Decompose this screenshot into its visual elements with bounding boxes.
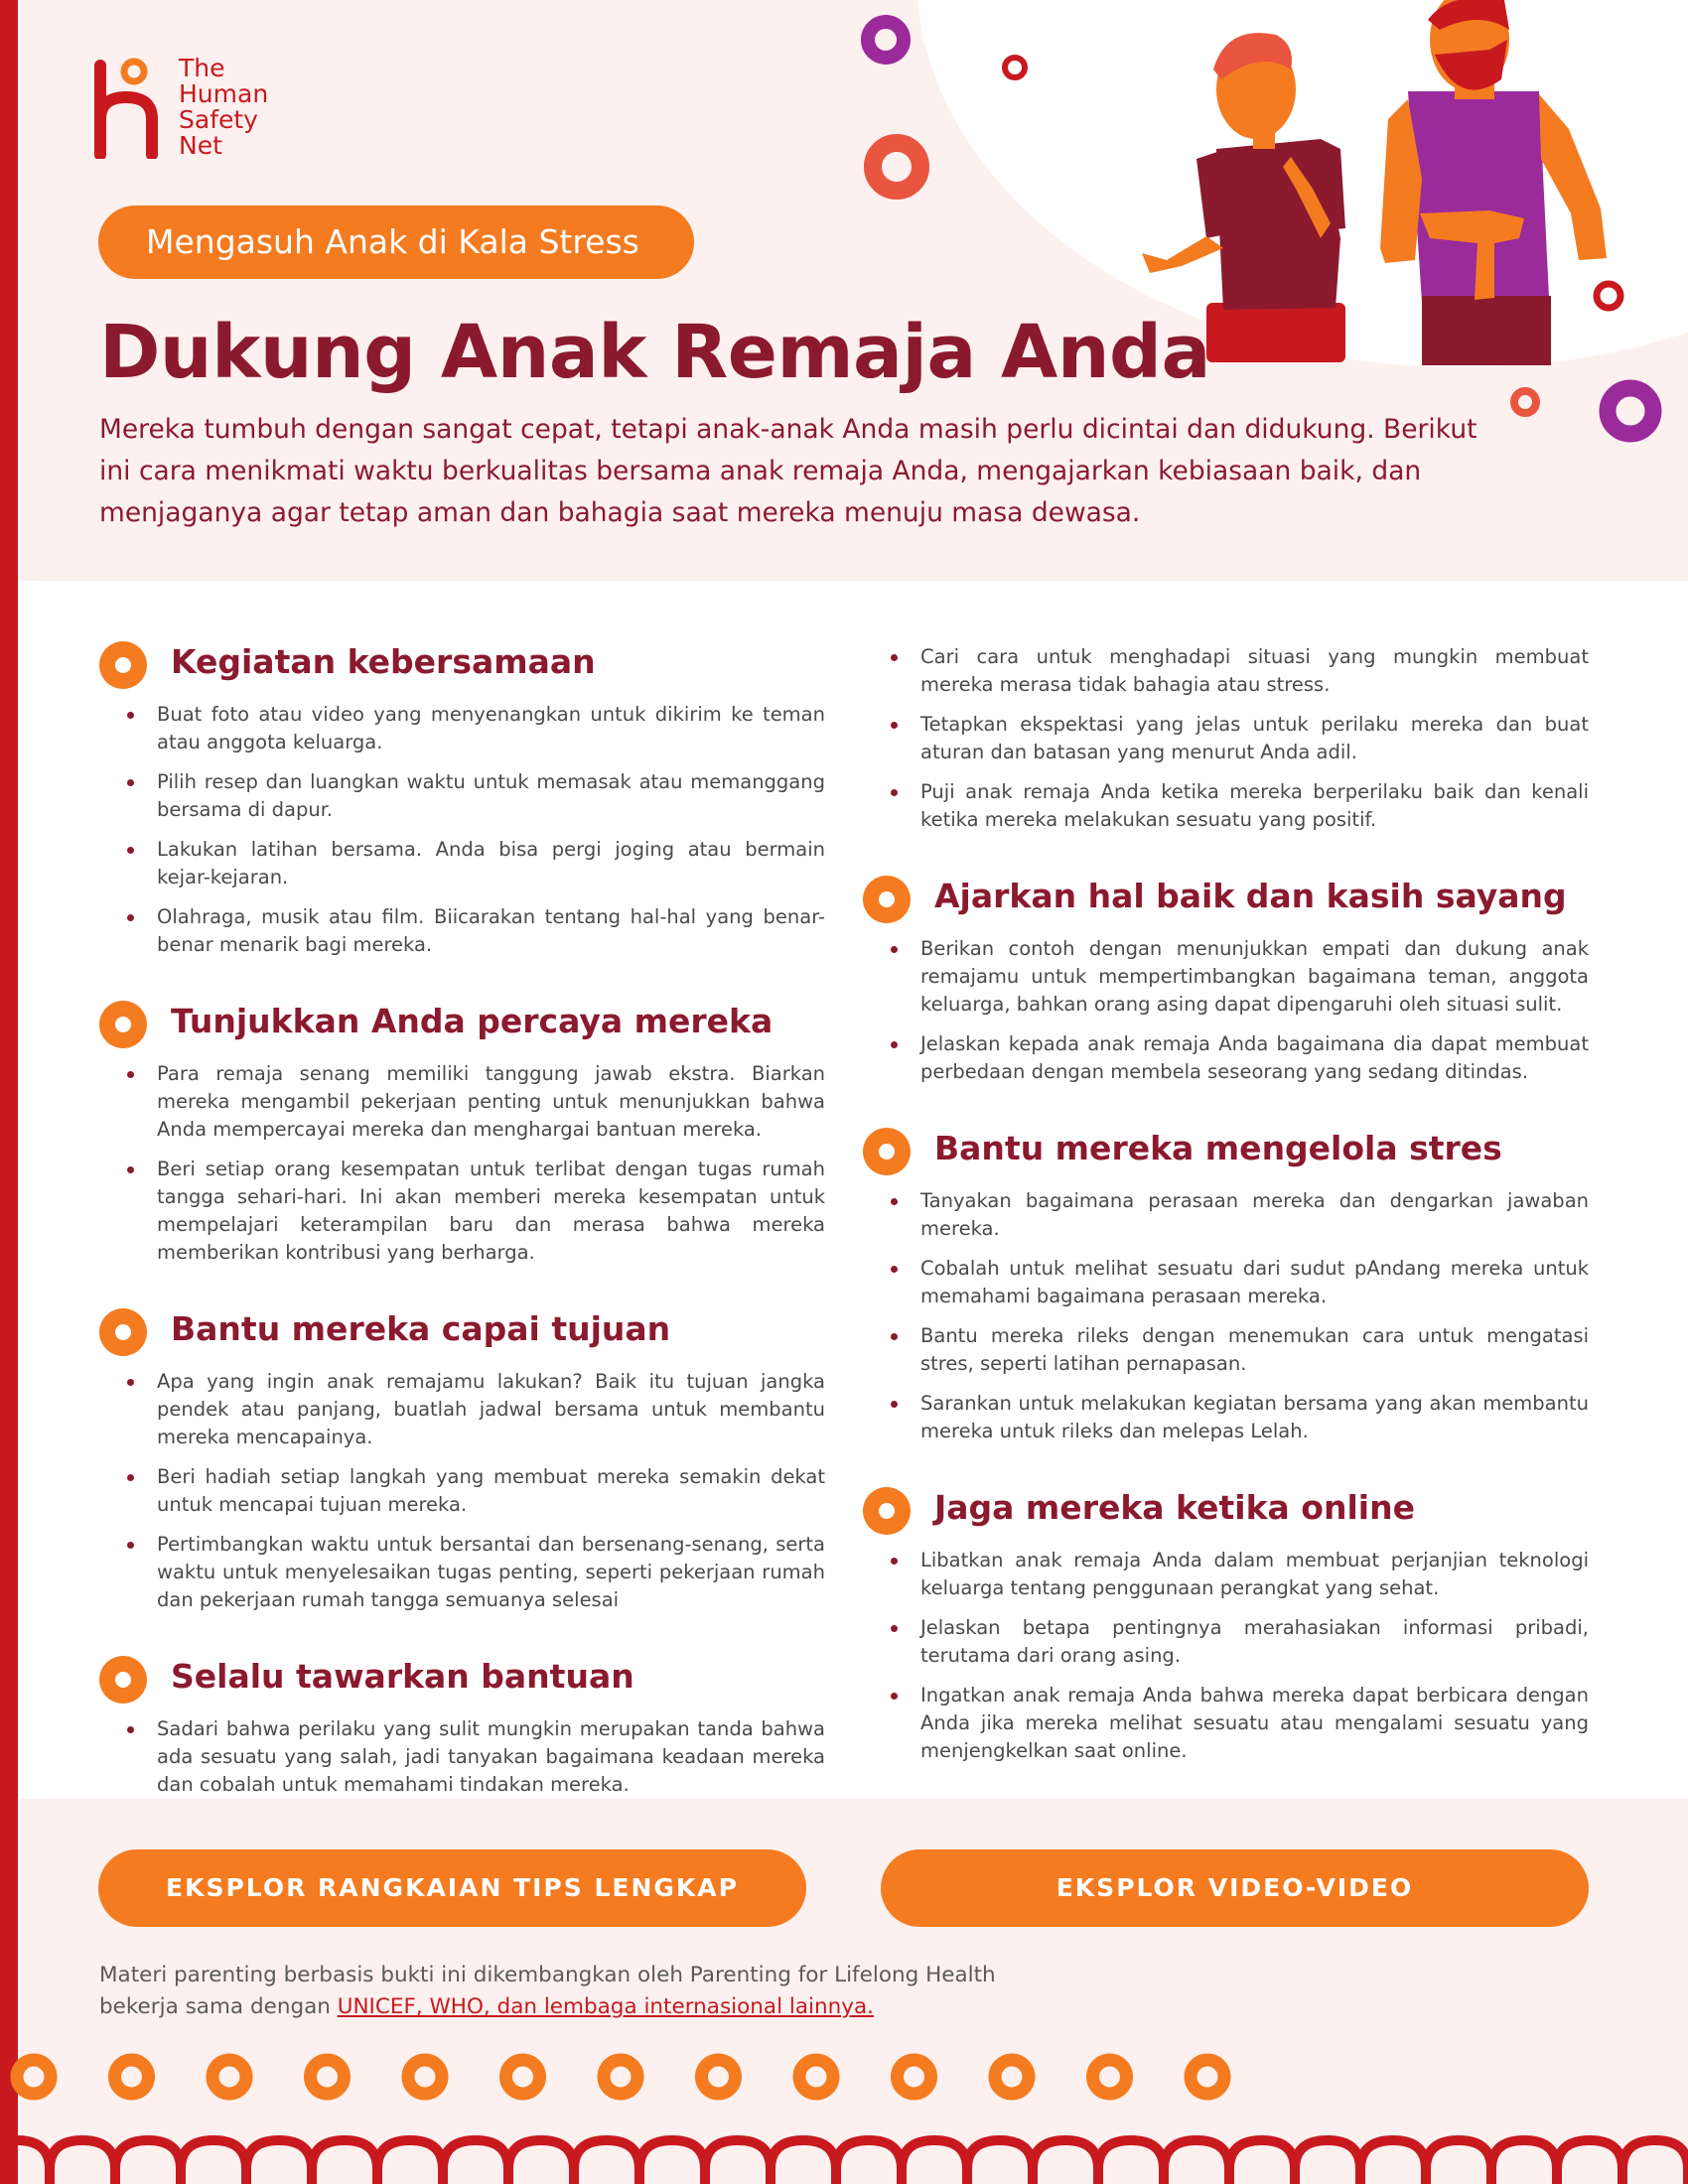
section-title: Jaga mereka ketika online bbox=[934, 1488, 1415, 1527]
list-item: Pilih resep dan luangkan waktu untuk memasak atau memanggang bersama di dapur. bbox=[157, 768, 825, 824]
ring-bullet-icon bbox=[99, 1001, 147, 1048]
list-item: Beri hadiah setiap langkah yang membuat mereka semakin dekat untuk mencapai tujuan mereka. bbox=[157, 1463, 825, 1519]
deco-ring bbox=[311, 2060, 345, 2094]
deco-arch bbox=[1164, 2140, 1229, 2184]
section-title: Bantu mereka mengelola stres bbox=[934, 1129, 1502, 1167]
logo-wordmark bbox=[179, 56, 268, 159]
list-item: Jelaskan betapa pentingnya merahasiakan informasi pribadi, terutama dari orang asing. bbox=[920, 1614, 1589, 1670]
logo-line: Safety bbox=[179, 105, 258, 134]
deco-arch bbox=[967, 2140, 1033, 2184]
deco-ring bbox=[604, 2060, 637, 2094]
deco-arch bbox=[836, 2140, 902, 2184]
deco-arch bbox=[246, 2140, 312, 2184]
list-item: Olahraga, musik atau film. Biicarakan tentang hal-hal yang benar-benar menarik bagi mereka. bbox=[157, 903, 825, 959]
section-header bbox=[99, 1304, 829, 1360]
list-item: Para remaja senang memiliki tanggung jawab ekstra. Biarkan mereka mengambil pekerjaan penting untuk menunjukkan bahwa Anda mempercayai mereka dan menghargai bantuan mereka. bbox=[157, 1060, 825, 1144]
deco-arch bbox=[50, 2140, 115, 2184]
human-safety-net-logo bbox=[94, 58, 166, 159]
section-list bbox=[863, 643, 1593, 834]
deco-arch bbox=[508, 2140, 574, 2184]
deco-circle bbox=[1514, 391, 1536, 413]
ring-row bbox=[17, 2060, 1224, 2094]
section-list bbox=[863, 935, 1593, 1086]
list-item: Bantu mereka rileks dengan menemukan cara untuk mengatasi stres, seperti latihan pernapasan. bbox=[920, 1322, 1589, 1378]
explore-tips-button[interactable]: EKSPLOR RANGKAIAN TIPS LENGKAP bbox=[98, 1849, 806, 1927]
logo-line: The bbox=[179, 54, 225, 82]
deco-arch bbox=[1033, 2140, 1098, 2184]
deco-arch bbox=[181, 2140, 246, 2184]
ring-bullet-icon bbox=[99, 1656, 147, 1704]
ring-bullet-icon bbox=[863, 1128, 911, 1175]
deco-arch bbox=[0, 2140, 50, 2184]
list-item: Apa yang ingin anak remajamu lakukan? Baik itu tujuan jangka pendek atau panjang, buatlah jadwal bersama untuk membantu mereka mencapainya. bbox=[157, 1368, 825, 1451]
logo-line: Net bbox=[179, 131, 222, 160]
section-header bbox=[99, 997, 829, 1052]
ring-bullet-icon bbox=[863, 1487, 911, 1535]
bottom-pattern-decoration bbox=[0, 2035, 1688, 2184]
explore-videos-button[interactable]: EKSPLOR VIDEO-VIDEO bbox=[881, 1849, 1589, 1927]
illustration-person-man bbox=[1380, 0, 1607, 365]
deco-arch bbox=[377, 2140, 443, 2184]
list-item: Berikan contoh dengan menunjukkan empati dan dukung anak remajamu untuk mempertimbangkan bagaimana teman, anggota keluarga, bahkan orang asing dapat dipengaruhi oleh situasi sulit. bbox=[920, 935, 1589, 1019]
deco-ring bbox=[408, 2060, 442, 2094]
list-item: Puji anak remaja Anda ketika mereka berperilaku baik dan kenali ketika mereka melakukan sesuatu yang positif. bbox=[920, 778, 1589, 834]
deco-arch bbox=[1229, 2140, 1295, 2184]
deco-circle bbox=[873, 143, 920, 191]
list-item: Ingatkan anak remaja Anda bahwa mereka dapat berbicara dengan Anda jika mereka melihat sesuatu atau mengalami sesuatu yang menjengkelkan saat online. bbox=[920, 1682, 1589, 1765]
deco-arch bbox=[771, 2140, 836, 2184]
deco-ring bbox=[212, 2060, 246, 2094]
logo-line: Human bbox=[179, 79, 269, 108]
section-header bbox=[863, 1124, 1593, 1179]
section-list bbox=[99, 1060, 829, 1267]
deco-circle bbox=[868, 22, 904, 58]
section-list bbox=[99, 1715, 829, 1799]
list-item: Libatkan anak remaja Anda dalam membuat perjanjian teknologi keluarga tentang penggunaan perangkat yang sehat. bbox=[920, 1547, 1589, 1602]
partners-link[interactable]: UNICEF, WHO, dan lembaga internasional lainnya. bbox=[337, 1994, 875, 2019]
deco-ring bbox=[17, 2060, 51, 2094]
deco-arch bbox=[902, 2140, 967, 2184]
deco-ring bbox=[799, 2060, 833, 2094]
intro-paragraph: Mereka tumbuh dengan sangat cepat, tetapi anak-anak Anda masih perlu dicintai dan didukung. Berikut ini cara menikmati waktu berkualitas bersama anak remaja Anda, mengajarkan kebiasaan baik, dan menjaganya agar tetap aman dan bahagia saat mereka menuju masa dewasa. bbox=[99, 414, 1477, 528]
section-kelola-stres bbox=[863, 1124, 1593, 1445]
deco-arch bbox=[639, 2140, 705, 2184]
section-tunjukkan-percaya bbox=[99, 997, 829, 1267]
section-list bbox=[99, 1368, 829, 1614]
list-item: Tetapkan ekspektasi yang jelas untuk perilaku mereka dan buat aturan dan batasan yang menurut Anda adil. bbox=[920, 711, 1589, 766]
section-title: Ajarkan hal baik dan kasih sayang bbox=[934, 877, 1567, 915]
list-item: Cobalah untuk melihat sesuatu dari sudut pAndang mereka untuk memahami bagaimana perasaan mereka. bbox=[920, 1255, 1589, 1310]
right-column bbox=[863, 643, 1593, 1803]
deco-arch bbox=[1426, 2140, 1491, 2184]
ring-bullet-icon bbox=[99, 641, 147, 689]
section-continuation bbox=[863, 643, 1593, 834]
section-list bbox=[863, 1187, 1593, 1445]
deco-ring bbox=[995, 2060, 1029, 2094]
deco-circle bbox=[1608, 388, 1653, 434]
page-title: Dukung Anak Remaja Anda bbox=[99, 310, 1210, 395]
list-item: Buat foto atau video yang menyenangkan untuk dikirim ke teman atau anggota keluarga. bbox=[157, 701, 825, 756]
section-title: Kegiatan kebersamaan bbox=[171, 642, 596, 681]
deco-arch bbox=[1557, 2140, 1622, 2184]
ring-bullet-icon bbox=[99, 1308, 147, 1356]
list-item: Pertimbangkan waktu untuk bersantai dan bersenang-senang, serta waktu untuk menyelesaikan tugas penting, seperti pekerjaan rumah dan pekerjaan rumah tangga semuanya selesai bbox=[157, 1531, 825, 1614]
section-kegiatan-kebersamaan bbox=[99, 637, 829, 959]
list-item: Sarankan untuk melakukan kegiatan bersama yang akan membantu mereka untuk rileks dan melepas Lelah. bbox=[920, 1390, 1589, 1445]
section-header bbox=[99, 637, 829, 693]
list-item: Cari cara untuk menghadapi situasi yang mungkin membuat mereka merasa tidak bahagia atau stress. bbox=[920, 643, 1589, 699]
deco-circle bbox=[1005, 58, 1025, 77]
list-item: Tanyakan bagaimana perasaan mereka dan dengarkan jawaban mereka. bbox=[920, 1187, 1589, 1243]
deco-arch bbox=[312, 2140, 377, 2184]
deco-ring bbox=[506, 2060, 540, 2094]
section-tawarkan-bantuan bbox=[99, 1652, 829, 1799]
credit-prefix: bekerja sama dengan bbox=[99, 1994, 338, 2019]
credit-line bbox=[99, 1991, 996, 2023]
section-header bbox=[863, 1483, 1593, 1539]
section-title: Bantu mereka capai tujuan bbox=[171, 1309, 671, 1348]
credit-line: Materi parenting berbasis bukti ini dikembangkan oleh Parenting for Lifelong Health bbox=[99, 1963, 996, 1987]
deco-arch bbox=[574, 2140, 639, 2184]
section-title: Tunjukkan Anda percaya mereka bbox=[171, 1002, 774, 1040]
deco-arch bbox=[1295, 2140, 1360, 2184]
credit-text bbox=[99, 1960, 996, 2023]
section-capai-tujuan bbox=[99, 1304, 829, 1614]
ring-bullet-icon bbox=[863, 876, 911, 923]
deco-arch bbox=[1098, 2140, 1164, 2184]
deco-ring bbox=[702, 2060, 736, 2094]
section-jaga-online bbox=[863, 1483, 1593, 1765]
deco-ring bbox=[898, 2060, 931, 2094]
deco-ring bbox=[115, 2060, 149, 2094]
section-list bbox=[863, 1547, 1593, 1765]
deco-ring bbox=[1093, 2060, 1127, 2094]
deco-ring bbox=[1191, 2060, 1224, 2094]
deco-arch bbox=[1491, 2140, 1557, 2184]
section-header bbox=[99, 1652, 829, 1707]
deco-arch bbox=[1622, 2140, 1688, 2184]
section-title: Selalu tawarkan bantuan bbox=[171, 1657, 634, 1696]
list-item: Sadari bahwa perilaku yang sulit mungkin merupakan tanda bahwa ada sesuatu yang salah, jadi tanyakan bagaimana keadaan mereka dan cobalah untuk memahami tindakan mereka. bbox=[157, 1715, 825, 1799]
left-column bbox=[99, 637, 829, 1837]
deco-arch bbox=[705, 2140, 771, 2184]
list-item: Jelaskan kepada anak remaja Anda bagaimana dia dapat membuat perbedaan dengan membela seseorang yang sedang ditindas. bbox=[920, 1030, 1589, 1086]
section-list bbox=[99, 701, 829, 959]
arch-row bbox=[0, 2140, 1688, 2184]
list-item: Beri setiap orang kesempatan untuk terlibat dengan tugas rumah tangga sehari-hari. Ini akan memberi mereka kesempatan untuk mempelajari keterampilan baru dan merasa bahwa mereka memberikan kontribusi yang berharga. bbox=[157, 1156, 825, 1267]
section-ajarkan-hal-baik bbox=[863, 872, 1593, 1086]
series-label-pill: Mengasuh Anak di Kala Stress bbox=[98, 205, 694, 279]
deco-arch bbox=[443, 2140, 508, 2184]
deco-arch bbox=[115, 2140, 181, 2184]
section-header bbox=[863, 872, 1593, 927]
list-item: Lakukan latihan bersama. Anda bisa pergi joging atau bermain kejar-kejaran. bbox=[157, 836, 825, 891]
deco-circle bbox=[1597, 284, 1620, 308]
deco-arch bbox=[1360, 2140, 1426, 2184]
